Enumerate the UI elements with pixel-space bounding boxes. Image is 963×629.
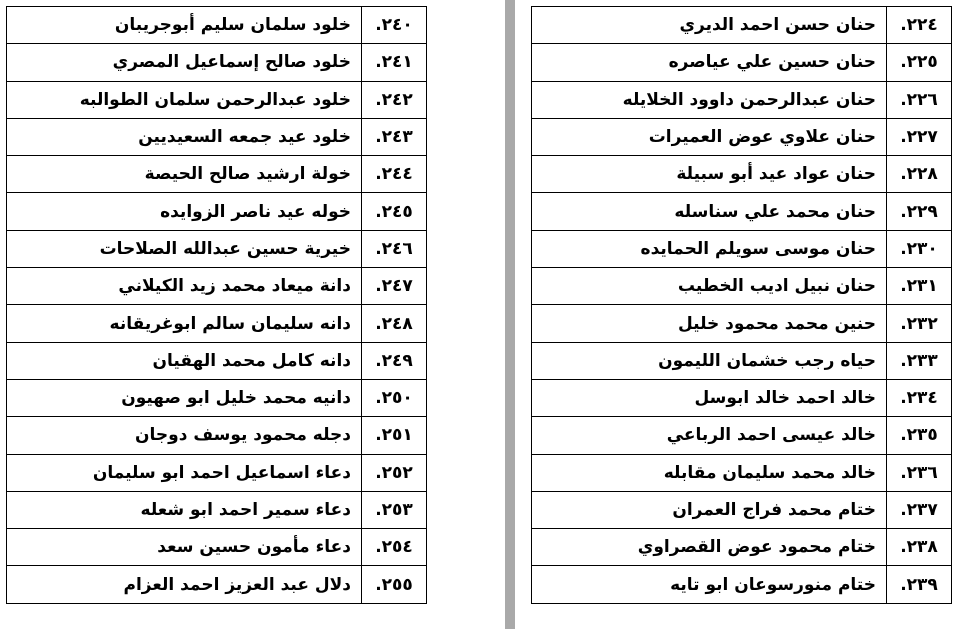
row-number: ٢٣٢.	[887, 305, 952, 342]
row-number: ٢٥٣.	[362, 491, 427, 528]
table-row	[7, 81, 427, 118]
table-row	[532, 529, 952, 566]
person-name: خلود عيد جمعه السعيديين	[7, 118, 362, 155]
table-row	[532, 44, 952, 81]
table-row	[7, 305, 427, 342]
table-row	[7, 7, 427, 44]
person-name: حنان علاوي عوض العميرات	[532, 118, 887, 155]
table-row	[7, 491, 427, 528]
person-name: حنان موسى سويلم الحمايده	[532, 230, 887, 267]
table-row	[7, 193, 427, 230]
person-name: حنان حسين علي عياصره	[532, 44, 887, 81]
table-row	[532, 193, 952, 230]
table-row	[7, 44, 427, 81]
table-row	[7, 379, 427, 416]
table-row	[7, 118, 427, 155]
row-number: ٢٤١.	[362, 44, 427, 81]
person-name: دلال عبد العزيز احمد العزام	[7, 566, 362, 603]
table-row	[532, 230, 952, 267]
person-name: حنان عواد عيد أبو سبيلة	[532, 156, 887, 193]
row-number: ٢٤٢.	[362, 81, 427, 118]
person-name: خلود سلمان سليم أبوجريبان	[7, 7, 362, 44]
table-row	[532, 566, 952, 603]
person-name: ختام محمد فراج العمران	[532, 491, 887, 528]
row-number: ٢٣٧.	[887, 491, 952, 528]
person-name: حنان نبيل اديب الخطيب	[532, 268, 887, 305]
row-number: ٢٣١.	[887, 268, 952, 305]
table-row	[532, 305, 952, 342]
person-name: حنان محمد علي سناسله	[532, 193, 887, 230]
row-number: ٢٥٤.	[362, 529, 427, 566]
person-name: دانه سليمان سالم ابوغريقانه	[7, 305, 362, 342]
row-number: ٢٣٥.	[887, 417, 952, 454]
person-name: خالد محمد سليمان مقابله	[532, 454, 887, 491]
table-row	[7, 417, 427, 454]
row-number: ٢٣٩.	[887, 566, 952, 603]
row-number: ٢٢٦.	[887, 81, 952, 118]
row-number: ٢٥٠.	[362, 379, 427, 416]
row-number: ٢٤٥.	[362, 193, 427, 230]
table-row	[532, 454, 952, 491]
left-page	[0, 0, 438, 629]
person-name: خلود صالح إسماعيل المصري	[7, 44, 362, 81]
right-page	[525, 0, 963, 629]
row-number: ٢٤٩.	[362, 342, 427, 379]
person-name: ختام منورسوعان ابو تايه	[532, 566, 887, 603]
table-row	[7, 268, 427, 305]
table-row	[532, 491, 952, 528]
right-names-table-body	[532, 7, 952, 604]
row-number: ٢٢٨.	[887, 156, 952, 193]
person-name: دانيه محمد خليل ابو صهيون	[7, 379, 362, 416]
row-number: ٢٢٥.	[887, 44, 952, 81]
person-name: دعاء سمير احمد ابو شعله	[7, 491, 362, 528]
row-number: ٢٣٣.	[887, 342, 952, 379]
row-number: ٢٢٧.	[887, 118, 952, 155]
table-row	[532, 118, 952, 155]
table-row	[7, 342, 427, 379]
table-row	[532, 417, 952, 454]
person-name: دانة ميعاد محمد زيد الكيلاني	[7, 268, 362, 305]
row-number: ٢٤٧.	[362, 268, 427, 305]
person-name: حنين محمد محمود خليل	[532, 305, 887, 342]
person-name: خيرية حسين عبدالله الصلاحات	[7, 230, 362, 267]
person-name: حنان عبدالرحمن داوود الخلايله	[532, 81, 887, 118]
row-number: ٢٤٦.	[362, 230, 427, 267]
row-number: ٢٥٢.	[362, 454, 427, 491]
row-number: ٢٢٩.	[887, 193, 952, 230]
table-row	[532, 379, 952, 416]
person-name: خوله عيد ناصر الزوايده	[7, 193, 362, 230]
table-row	[532, 81, 952, 118]
row-number: ٢٣٤.	[887, 379, 952, 416]
row-number: ٢٥١.	[362, 417, 427, 454]
right-names-table	[531, 6, 952, 604]
table-row	[532, 268, 952, 305]
table-row	[7, 529, 427, 566]
row-number: ٢٤٤.	[362, 156, 427, 193]
person-name: ختام محمود عوض القصراوي	[532, 529, 887, 566]
person-name: خولة ارشيد صالح الحيصة	[7, 156, 362, 193]
table-row	[7, 454, 427, 491]
row-number: ٢٤٠.	[362, 7, 427, 44]
left-names-table	[6, 6, 427, 604]
left-names-table-body	[7, 7, 427, 604]
person-name: دعاء مأمون حسين سعد	[7, 529, 362, 566]
row-number: ٢٢٤.	[887, 7, 952, 44]
person-name: دعاء اسماعيل احمد ابو سليمان	[7, 454, 362, 491]
table-row	[7, 566, 427, 603]
person-name: خالد عيسى احمد الرباعي	[532, 417, 887, 454]
row-number: ٢٤٣.	[362, 118, 427, 155]
table-row	[532, 342, 952, 379]
person-name: خالد احمد خالد ابوسل	[532, 379, 887, 416]
row-number: ٢٣٦.	[887, 454, 952, 491]
person-name: دجله محمود يوسف دوجان	[7, 417, 362, 454]
row-number: ٢٥٥.	[362, 566, 427, 603]
page-divider	[505, 0, 515, 629]
table-row	[532, 7, 952, 44]
person-name: دانه كامل محمد الهقيان	[7, 342, 362, 379]
row-number: ٢٣٨.	[887, 529, 952, 566]
row-number: ٢٣٠.	[887, 230, 952, 267]
person-name: خلود عبدالرحمن سلمان الطوالبه	[7, 81, 362, 118]
person-name: حنان حسن احمد الديري	[532, 7, 887, 44]
person-name: حياه رجب خشمان الليمون	[532, 342, 887, 379]
row-number: ٢٤٨.	[362, 305, 427, 342]
table-row	[7, 156, 427, 193]
table-row	[7, 230, 427, 267]
table-row	[532, 156, 952, 193]
